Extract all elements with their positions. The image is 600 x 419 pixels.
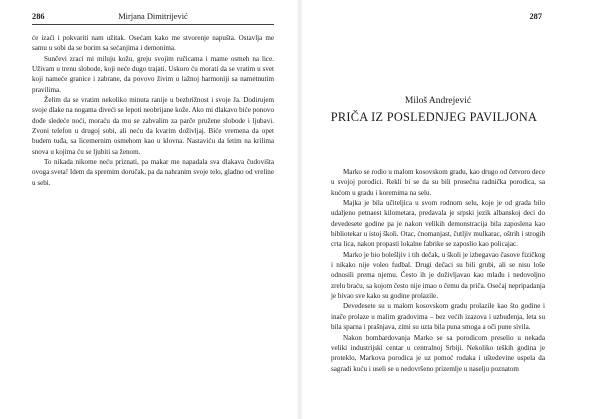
page-number: 286: [32, 12, 45, 21]
paragraph: To nikada nikome neću priznati, pa makar me napadala sva dlakava čudovišta ovoga sveta! Idem da spremim doručak, pa da nahranim svoje telo, gladno od vreline u sebi.: [32, 158, 274, 187]
paragraph: Majka je bila učiteljica u svom rodnom selu, koje je od grada bilo udaljeno petnaest kilometara, predavala je srpski jezik albanskoj deci do devedesete godine pa je nakon velikih demonstracija bila zaposlena kao bibliotekar u istoj školi. Otac, ćnomanjast, čutljiv mulkarac, oštrih i strogih crta lica, nakon propasti lokalne fabrike se zaposlio kao policajac.: [331, 199, 545, 249]
story-author: Miloš Andrejević: [404, 96, 472, 106]
right-page: [302, 0, 600, 419]
paragraph: Nakon bombardovanja Marko se sa porodicom preselio u nekada veliki industrijski centar u centralnoj Srbiji. Nekoliko teških godina je proteklo, Markova porodica je uz pomoć rodaka i uštedevine uspela da sagradi kuću i useli se u nedovršeno prizemlje u naselju poznatom: [331, 333, 545, 373]
paragraph: Marko se rodio u malom kosovskom gradu, kao drugo od četvoro dece u svojoj porodici. Rekli bi se da su bili prosečna radnička porodica, sa kućom u gradu i koremima na selu.: [331, 168, 545, 197]
right-body-text: [331, 167, 545, 374]
story-title: PRIČA IZ POSLEDNJEG PAVILJONA: [330, 110, 538, 124]
paragraph: Marko je bio bolešljiv i tih dečak, u školi je izbegavao časove fizičkog i nikako nije voleo fudbal. Drugi dečaci su bili grubi, ali se nisu loše odnosili prema njemu. Često ih je doživljavao kao mlađu i nedovoljno zrelu braću, sa kojom često nije imao o čemu da priča. Osećaj nepripadanja je bivao sve kako su godine prolazile.: [331, 250, 545, 301]
left-page: [0, 0, 298, 419]
paragraph: Sunčevi zraci mi miluju kožu, greju svojim ručicama i mame osmeh na lice. Uživam u trenu slobode, koji neće dugo trajati. Uskoro ću morati da se vratim u svet koji nameće granice i zabrane, da povovo živim u lažnoj harmoniji sa nametnutim pravilima.: [32, 54, 274, 94]
left-running-head: [32, 10, 274, 25]
paragraph: Devedesete su u malom kosovskom gradu prolazile kao što godine i inače prolaze u malim gradovima – bez većih izazova i uzbuđenja, leta su bila sparna i prašnjava, zimi su uzta bila puna smoga a oči pune sivila.: [331, 302, 545, 332]
paragraph: će izaći i pokvariti nam užitak. Osećam kako me stvorenje napušta. Ostavlja me samu u sobi da se borim sa sećanjima i demonima.: [32, 34, 274, 53]
running-title: Mirjana Dimitrijević: [118, 12, 188, 21]
left-body-text: [32, 33, 274, 188]
page-number: 287: [529, 12, 542, 21]
paragraph: Želim da se vratim nekoliko minuta ranije u bezbrižnost i svoje Ja. Dodirujem svoje dlake na nogama diveći se lepoti neobrijane kože. Ako mi dlakavo biće ponovo dođe sledeće noći, moraću da mu se zahvalim za parče pružene slobode i ljubavi. Zvoni telefon u drugoj sobi, ali neću da kvarim doživljaj. Biće vremena da opet budem tuđa, sa licemernim osmehom kao u klovna. Nastaviću da letim na krilima snova u kojima ću se ljubiti sa ženom.: [32, 96, 274, 156]
right-running-head: [302, 10, 542, 24]
